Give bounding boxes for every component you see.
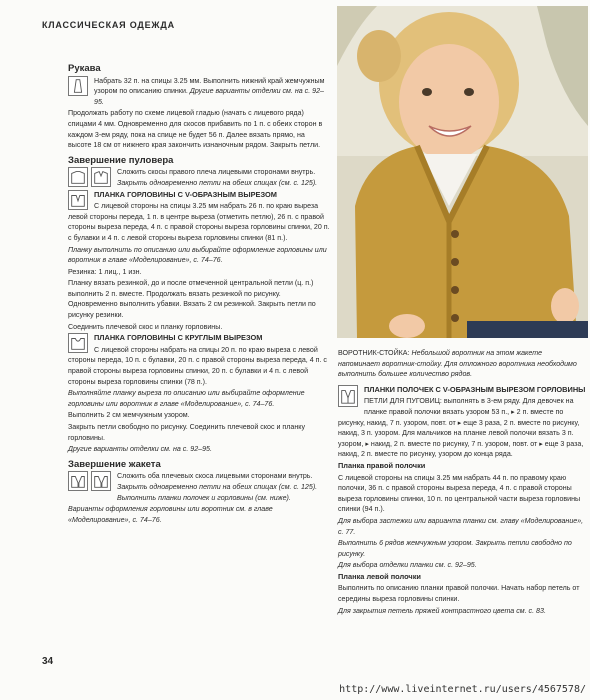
v-neck-icon	[68, 190, 88, 210]
round-neck-note-2: Другие варианты отделки см. на с. 92–95.	[68, 445, 212, 454]
jacket-heading: Завершение жакета	[68, 458, 161, 470]
v-neck-note: Планку выполнить по описанию или выбирайте оформление горловины или воротник в главе «Моделирование», с. 74–76.	[68, 245, 327, 265]
pullover-text-1: Сложить скосы правого плеча лицевыми сторонами внутрь.	[117, 168, 316, 177]
jacket-left-front-icon	[68, 471, 88, 491]
jacket-note-3: Варианты оформления горловины или воротник см. в главе «Моделирование», с. 74–76.	[68, 505, 273, 524]
sleeve-diagram	[68, 76, 88, 96]
round-neck-note: Выполняйте планку выреза по описанию или выбирайте оформление горловины или воротник в главе «Моделирование», с. 74–76.	[68, 389, 305, 408]
round-neck-text-3: Закрыть петли свободно по рисунку. Соединить плечевой скос и планку горловины.	[68, 423, 306, 442]
right-band-heading: Планка правой полочки	[338, 460, 426, 470]
left-band-text: Выполнить по описанию планки правой полочки. Начать набор петель от середины выреза горловины спинки.	[338, 584, 580, 604]
jacket-diagram	[68, 471, 111, 491]
sleeves-text-1: Набрать 32 п. на спицы 3.25 мм. Выполнить нижний край жемчужным узором по описанию спинки.	[94, 76, 325, 96]
sleeve-icon	[68, 76, 88, 96]
jacket-right-front-icon	[91, 471, 111, 491]
left-column	[68, 64, 330, 526]
shoulder-front-icon	[91, 167, 111, 187]
sleeves-heading: Рукава	[68, 63, 101, 74]
pullover-heading: Завершение пуловера	[68, 154, 174, 166]
caption-label: ВОРОТНИК-СТОЙКА:	[338, 349, 410, 357]
source-watermark: http://www.liveinternet.ru/users/4567578/	[339, 684, 586, 695]
front-bands-heading: ПЛАНКИ ПОЛОЧЕК С V-ОБРАЗНЫМ ВЫРЕЗОМ ГОРЛОВИНЫ	[364, 384, 586, 394]
buttonholes-text: ПЕТЛИ ДЛЯ ПУГОВИЦ: выполнять в 3-ем ряду. Для девочек на планке правой полочки вязать узором 53 п., ▸ 2 п. вместе по рисунку, накид, 7 п. узором, повт. от ▸ еще 3 раза, 2 п. вместе по рисунку, накид, 3 п. узором. Для мальчиков на планке левой полочки вязать 3 п. узором, ▸ накид, 2 п. вместе по рисунку, 7 п. узором, повт. от ▸ еще 3 раза, накид, 2 п. вместе по рисунку, узором до конца ряда.	[338, 397, 584, 459]
round-neck-text-2: Выполнить 2 см жемчужным узором.	[68, 411, 190, 420]
round-neck-text: С лицевой стороны набрать на спицы 20 п. по краю выреза с левой стороны переда, 10 п. с булавки, 20 п. с правой стороны выреза переда, 4 п. с правой стороны выреза горловины спинки, 20 п. с булавки и 4 п. с левой стороны выреза горловины спинки (78 п.).	[68, 345, 327, 386]
child-in-cardigan-image	[337, 6, 588, 338]
right-band-note-2: Выполнить 6 рядов жемчужным узором. Закрыть петли свободно по рисунку.	[338, 539, 572, 558]
section-header: КЛАССИЧЕСКАЯ ОДЕЖДА	[42, 20, 175, 30]
right-band-note-1: Для выбора застежки или варианта планки см. главу «Моделирование», с. 77.	[338, 516, 584, 536]
jacket-note-1: Закрыть одновременно петли на обеих спицах (см. с. 125).	[117, 482, 318, 491]
front-bands-diagram	[338, 385, 358, 407]
round-neck-heading: ПЛАНКА ГОРЛОВИНЫ С КРУГЛЫМ ВЫРЕЗОМ	[94, 333, 263, 343]
jacket-note-2: Выполнить планки полочек и горловины (см. ниже).	[117, 493, 291, 502]
child-photo	[337, 6, 588, 338]
rib-text: Планку вязать резинкой, до и после отмеченной центральной петли (ц. п.) выполнить 2 п. вместе. Продолжать вязать резинкой по рисунку. Одновременно выполнить убавки. Вязать 2 см резинкой. Закрыть петли по рисунку резинки.	[68, 279, 316, 320]
left-band-note: Для закрытия петель пряжей контрастного цвета см. с. 83.	[338, 606, 546, 615]
right-band-note-3: Для выбора отделки планки см. с. 92–95.	[338, 561, 477, 570]
jacket-text-1: Сложить оба плечевых скоса лицевыми сторонами внутрь.	[117, 472, 313, 481]
v-neck-diagram	[68, 190, 88, 210]
shoulder-back-icon	[68, 167, 88, 187]
photo-caption	[338, 348, 586, 380]
rib-label: Резинка: 1 лиц., 1 изн.	[68, 267, 142, 276]
right-column	[338, 348, 586, 617]
left-band-heading: Планка левой полочки	[338, 571, 421, 581]
cardigan-v-neck-icon	[338, 385, 358, 407]
round-neck-diagram	[68, 333, 88, 353]
join-text: Соединить плечевой скос и планку горловины.	[68, 322, 223, 331]
sleeves-text-2: Продолжать работу по схеме лицевой гладью (начать с лицевого ряда) спицами 4 мм. Одновременно для скосов прибавить по 1 п. с обеих сторон в каждом 3-ем ряду, пока на спице не будет 56 п. Далее вязать прямо, на высоте 18 см от нижнего края закончить изнаночным рядом. Закрыть петли.	[68, 109, 323, 150]
sleeves-note-1: Другие варианты отделки см. на с. 92–95.	[94, 87, 324, 106]
v-neck-heading: ПЛАНКА ГОРЛОВИНЫ С V-ОБРАЗНЫМ ВЫРЕЗОМ	[94, 189, 277, 199]
caption-text: Небольшой воротник на этом жакете напоминает воротник-стойку. Для отложного воротника необходимо выполнить большее количество рядов.	[338, 349, 577, 379]
round-neck-icon	[68, 333, 88, 353]
pullover-diagram	[68, 167, 111, 187]
pullover-note-1: Закрыть одновременно петли на обеих спицах (см. с. 125).	[117, 178, 318, 187]
page-number: 34	[42, 656, 54, 667]
right-band-text: С лицевой стороны на спицы 3.25 мм набрать 44 п. по правому краю полочки, 36 п. с правой стороны выреза переда, 4 п. с правой стороны выреза горловины спинки, 10 п. по центральной части выреза горловины спинки (94 п.).	[338, 473, 581, 514]
v-neck-text: С лицевой стороны на спицы 3.25 мм набрать 26 п. по краю выреза левой стороны переда, 1 п. в центре выреза (отметить петлю), 26 п. с правой стороны выреза переда, 4 п. с правой стороны выреза горловины спинки, 20 п. с булавки и 4 п. с левой стороны выреза горловины спинки (81 п.).	[68, 202, 330, 242]
